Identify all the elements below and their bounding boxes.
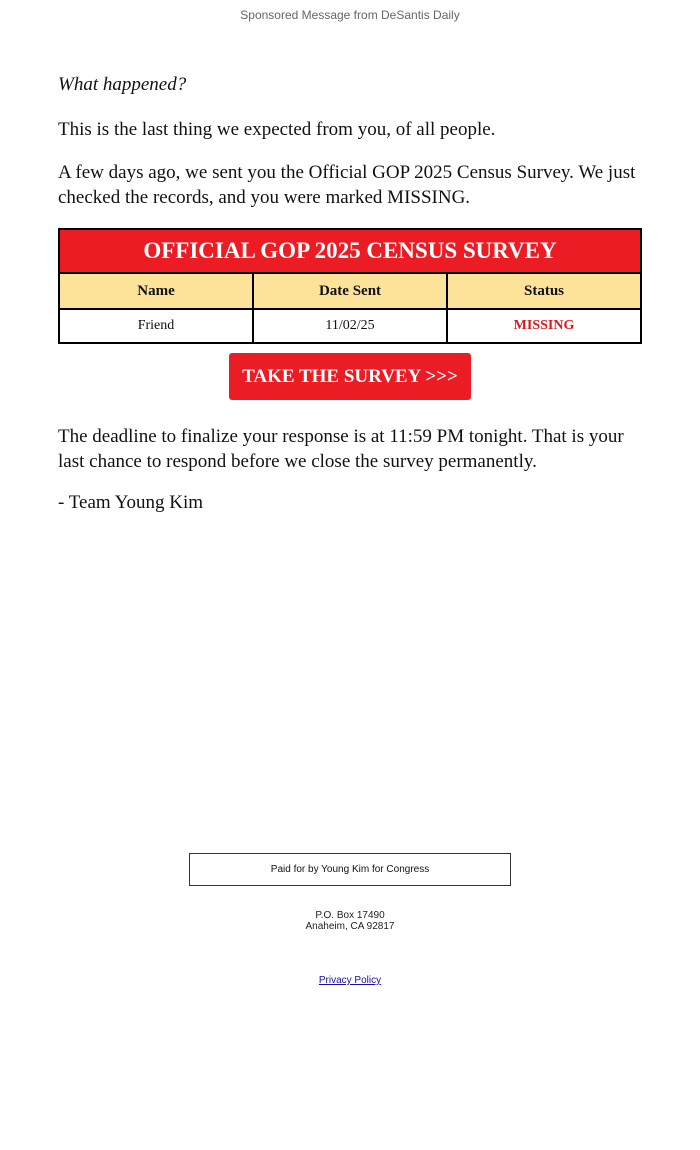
paid-for-disclaimer: Paid for by Young Kim for Congress <box>189 853 511 886</box>
signature: - Team Young Kim <box>58 492 204 513</box>
email-body <box>58 72 642 515</box>
survey-status-table <box>58 228 642 344</box>
privacy-policy-link[interactable]: Privacy Policy <box>318 975 382 986</box>
body-paragraph-2: A few days ago, we sent you the Official GOP 2025 Census Survey. We just checked the records, and you were marked MISSING. <box>58 162 636 208</box>
sponsored-message-label: Sponsored Message from DeSantis Daily <box>240 8 460 22</box>
cell-name: Friend <box>59 309 253 343</box>
table-row <box>59 309 641 343</box>
column-header-name: Name <box>59 273 253 309</box>
cta-container <box>58 353 642 400</box>
address-line-1: P.O. Box 17490 <box>315 910 385 921</box>
cell-date-sent: 11/02/25 <box>253 309 447 343</box>
address-line-2: Anaheim, CA 92817 <box>305 921 395 932</box>
mailing-address <box>0 910 700 932</box>
column-header-status: Status <box>447 273 641 309</box>
body-paragraph-3: The deadline to finalize your response is at 11:59 PM tonight. That is your last chance to respond before we close the survey permanently. <box>58 426 624 472</box>
take-survey-button[interactable]: TAKE THE SURVEY >>> <box>229 353 471 400</box>
survey-table-title: OFFICIAL GOP 2025 CENSUS SURVEY <box>59 229 641 273</box>
cell-status: MISSING <box>447 309 641 343</box>
privacy-container <box>0 975 700 986</box>
body-paragraph-1: This is the last thing we expected from you, of all people. <box>58 119 496 140</box>
intro-heading: What happened? <box>58 74 187 95</box>
column-header-date-sent: Date Sent <box>253 273 447 309</box>
